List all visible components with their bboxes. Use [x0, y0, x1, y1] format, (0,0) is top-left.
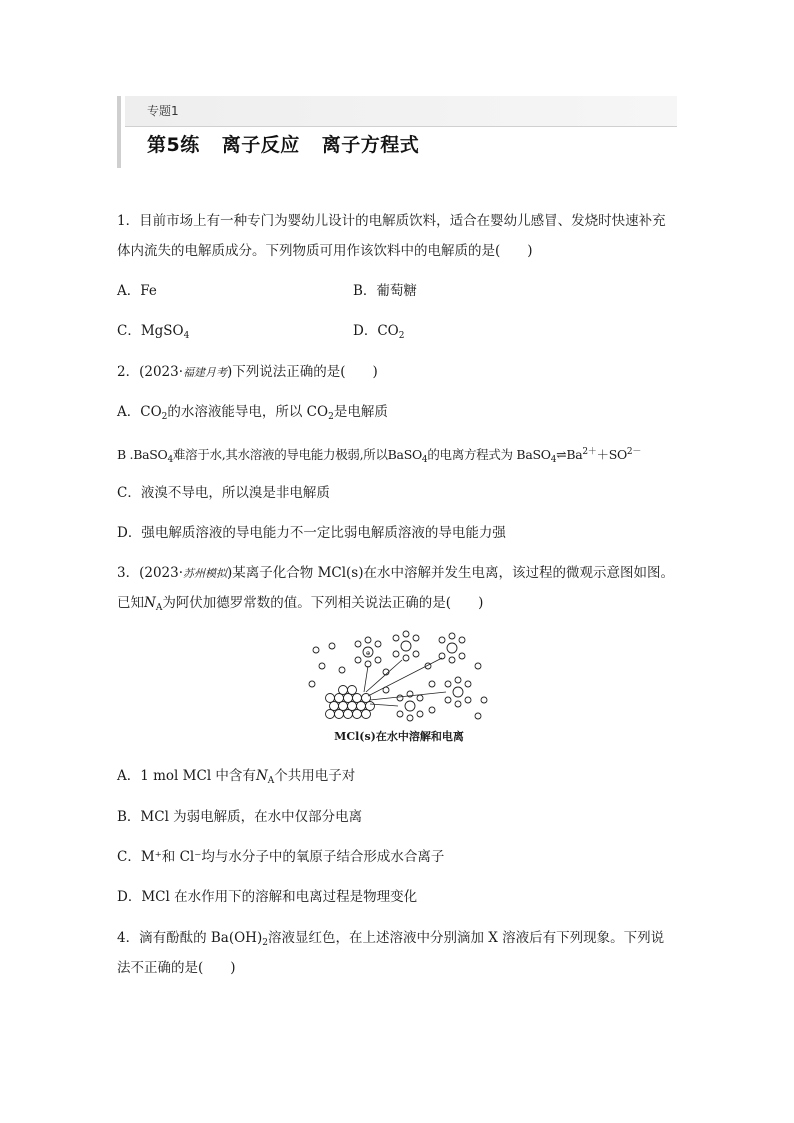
q2-option-d: D．强电解质溶液的导电能力不一定比弱电解质溶液的导电能力强	[117, 525, 506, 541]
q3-option-c: C．M⁺和 Cl⁻均与水分子中的氧原子结合形成水合离子	[117, 849, 445, 865]
title-topic-2: 离子方程式	[321, 134, 420, 156]
q1-option-d: D．$CO_2$	[353, 323, 405, 341]
title-exercise: 第5练	[147, 134, 200, 156]
q3-source: 苏州模拟	[183, 567, 228, 580]
q1-stem-line1: 1．目前市场上有一种专门为婴幼儿设计的电解质饮料，适合在婴幼儿感冒、发烧时快速补充	[117, 213, 666, 229]
q2-stem: 2．(2023·福建月考)下列说法正确的是( )	[117, 364, 378, 380]
q2-source: 福建月考	[183, 366, 228, 379]
title-topic-1: 离子反应	[221, 134, 300, 156]
header-accent-bar	[117, 96, 121, 168]
page-title	[147, 130, 419, 157]
svg-text:⊕: ⊕	[365, 650, 371, 657]
hydrated-ion	[445, 677, 471, 707]
q3-stem-line1: 3．(2023·苏州模拟)某离子化合物 MCl(s)在水中溶解并发生电离，该过程的微观示意图如图。	[117, 565, 675, 581]
q4-stem-line1: 4．滴有酚酞的 $Ba(OH)_2$溶液显红色，在上述溶液中分别滴加 X 溶液后有下列现象。下列说	[117, 930, 665, 948]
q3-option-a: A．1 mol MCl 中含有$N_A$个共用电子对	[117, 768, 356, 786]
equilibrium-arrow: ⇌	[556, 447, 567, 462]
header-band	[125, 96, 677, 126]
q2-option-c: C．液溴不导电，所以溴是非电解质	[117, 485, 330, 501]
hydrated-ion	[439, 633, 465, 663]
topic-label: 专题1	[147, 104, 179, 118]
dissolution-illustration	[302, 626, 496, 726]
q4-stem-line2: 法不正确的是( )	[117, 960, 236, 976]
q3-option-b: B．MCl 为弱电解质，在水中仅部分电离	[117, 809, 363, 825]
q1-option-b: B．葡萄糖	[353, 283, 417, 299]
diagram-caption: MCl(s)在水中溶解和电离	[334, 730, 464, 743]
q3-option-d: D．MCl 在水作用下的溶解和电离过程是物理变化	[117, 889, 418, 905]
q1-option-c: C．MgSO$_4$	[117, 323, 190, 341]
q1-stem-line2: 体内流失的电解质成分。下列物质可用作该饮料中的电解质的是( )	[117, 243, 533, 259]
dissolution-diagram	[302, 626, 496, 746]
q1-option-a: A．Fe	[117, 283, 157, 299]
hydrated-ion	[355, 637, 381, 667]
header-divider	[125, 126, 677, 127]
hydrated-ion	[393, 631, 419, 661]
section-header	[117, 96, 677, 168]
q3-stem-line2: 已知$N_A$为阿伏加德罗常数的值。下列相关说法正确的是( )	[117, 595, 484, 613]
q2-option-b: B .BaSO$_4$难溶于水,其水溶液的导电能力极弱,所以BaSO$_4$的电离方程式为 $BaSO_4\rightleftharpoons Ba^{2+}+SO^{2-}$	[117, 447, 642, 465]
q2-option-a: A．$CO_2$的水溶液能导电，所以 $CO_2$是电解质	[117, 404, 388, 422]
